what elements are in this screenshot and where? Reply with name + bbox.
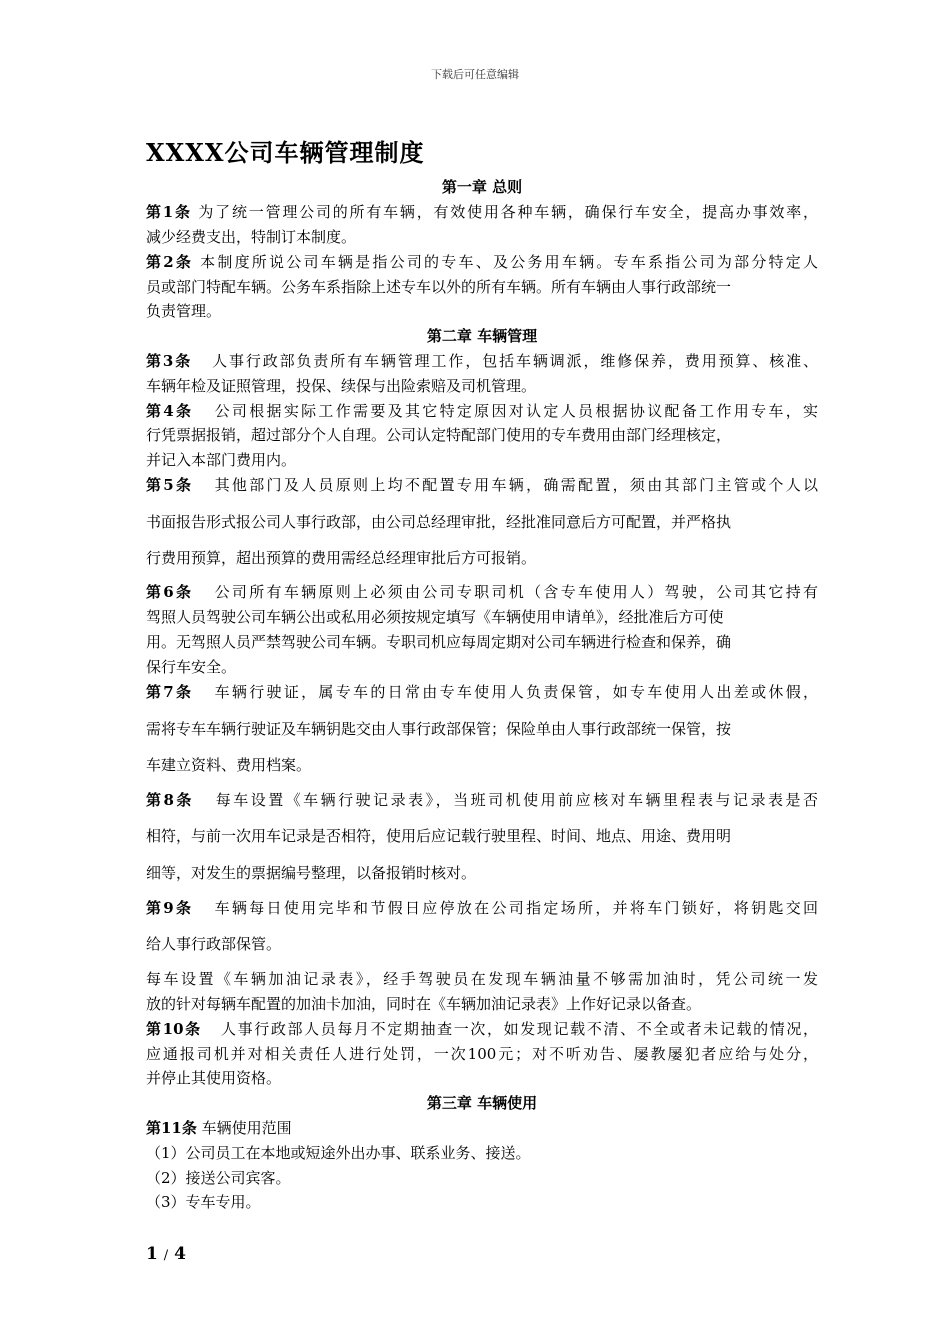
article-7-line-2: 需将专车车辆行驶证及车辆钥匙交由人事行政部保管；保险单由人事行政部统一保管，按 — [146, 720, 732, 738]
article-text: 车辆每日使用完毕和节假日应停放在公司指定场所，并将车门锁好，将钥匙交回 — [214, 899, 818, 917]
article-4-line-1 — [146, 400, 818, 422]
article-7-line-3: 车建立资料、费用档案。 — [146, 756, 312, 774]
article-11-item-1: （1）公司员工在本地或短途外出办事、联系业务、接送。 — [146, 1144, 531, 1162]
article-text: 为了统一管理公司的所有车辆，有效使用各种车辆，确保行车安全，提高办事效率， — [198, 203, 818, 221]
article-8-line-3: 细等，对发生的票据编号整理，以备报销时核对。 — [146, 864, 477, 882]
article-6-line-2: 驾照人员驾驶公司车辆公出或私用必须按规定填写《车辆使用申请单》，经批准后方可使 — [146, 608, 724, 626]
article-5-line-3: 行费用预算，超出预算的费用需经总经理审批后方可报销。 — [146, 549, 537, 567]
chapter-heading-3: 第三章 车辆使用 — [426, 1094, 538, 1112]
article-10-line-2: 应通报司机并对相关责任人进行处罚，一次100元；对不听劝告、屡教屡犯者应给与处分， — [146, 1045, 818, 1063]
page-header-note: 下载后可任意编辑 — [431, 68, 519, 81]
article-label: 第10条 — [146, 1020, 202, 1038]
article-label: 第8条 — [146, 791, 194, 809]
article-label: 第7条 — [146, 683, 194, 701]
page-total: 4 — [174, 1244, 186, 1264]
article-text: 车辆行驶证，属专车的日常由专车使用人负责保管，如专车使用人出差或休假， — [214, 683, 818, 701]
article-2-line-2: 员或部门特配车辆。公务车系指除上述专车以外的所有车辆。所有车辆由人事行政部统一 — [146, 278, 732, 296]
article-8-line-2: 相符，与前一次用车记录是否相符，使用后应记载行驶里程、时间、地点、用途、费用明 — [146, 827, 732, 845]
article-9-line-2: 给人事行政部保管。 — [146, 935, 282, 953]
article-2-line-1 — [146, 251, 818, 273]
article-1-line-1 — [146, 201, 818, 223]
article-text: 车辆使用范围 — [201, 1119, 292, 1137]
fuel-record-line-1: 每车设置《车辆加油记录表》，经手驾驶员在发现车辆油量不够需加油时，凭公司统一发 — [146, 970, 818, 988]
article-text: 本制度所说公司车辆是指公司的专车、及公务用车辆。专车系指公司为部分特定人 — [200, 253, 818, 271]
article-5-line-2: 书面报告形式报公司人事行政部，由公司总经理审批，经批准同意后方可配置，并严格执 — [146, 513, 732, 531]
article-label: 第11条 — [146, 1119, 197, 1137]
article-text: 每车设置《车辆行驶记录表》，当班司机使用前应核对车辆里程表与记录表是否 — [215, 791, 818, 809]
article-11-item-3: （3）专车专用。 — [146, 1193, 261, 1211]
article-3-line-1 — [146, 350, 818, 372]
chapter-heading-1: 第一章 总则 — [441, 178, 523, 196]
article-3-line-2: 车辆年检及证照管理，投保、续保与出险索赔及司机管理。 — [146, 377, 537, 395]
article-4-line-3: 并记入本部门费用内。 — [146, 451, 297, 469]
article-11-item-2: （2）接送公司宾客。 — [146, 1169, 291, 1187]
article-11-heading — [146, 1117, 292, 1139]
article-8-line-1 — [146, 789, 818, 811]
article-text: 公司根据实际工作需要及其它特定原因对认定人员根据协议配备工作用专车，实 — [214, 402, 818, 420]
fuel-record-line-2: 放的针对每辆车配置的加油卡加油，同时在《车辆加油记录表》上作好记录以备查。 — [146, 995, 702, 1013]
article-6-line-4: 保行车安全。 — [146, 658, 237, 676]
page-number — [146, 1244, 186, 1264]
article-text: 人事行政部负责所有车辆管理工作，包括车辆调派，维修保养，费用预算、核准、 — [212, 352, 818, 370]
article-label: 第5条 — [146, 476, 194, 494]
chapter-heading-2: 第二章 车辆管理 — [426, 327, 538, 345]
article-text: 其他部门及人员原则上均不配置专用车辆，确需配置，须由其部门主管或个人以 — [214, 476, 818, 494]
article-label: 第9条 — [146, 899, 194, 917]
article-10-line-1 — [146, 1018, 818, 1040]
article-2-line-3: 负责管理。 — [146, 302, 222, 320]
article-9-line-1 — [146, 897, 818, 919]
article-1-line-2: 减少经费支出，特制订本制度。 — [146, 228, 357, 246]
article-label: 第1条 — [146, 203, 192, 221]
page-separator: / — [163, 1248, 169, 1263]
article-5-line-1 — [146, 474, 818, 496]
article-text: 公司所有车辆原则上必须由公司专职司机（含专车使用人）驾驶，公司其它持有 — [214, 583, 818, 601]
document-title: XXXX公司车辆管理制度 — [146, 138, 425, 167]
article-4-line-2: 行凭票据报销，超过部分个人自理。公司认定特配部门使用的专车费用由部门经理核定， — [146, 426, 732, 444]
article-label: 第6条 — [146, 583, 194, 601]
article-text: 人事行政部人员每月不定期抽查一次，如发现记载不清、不全或者未记载的情况， — [220, 1020, 818, 1038]
article-label: 第2条 — [146, 253, 194, 271]
page-current: 1 — [146, 1244, 158, 1264]
article-label: 第3条 — [146, 352, 193, 370]
article-6-line-3: 用。无驾照人员严禁驾驶公司车辆。专职司机应每周定期对公司车辆进行检查和保养，确 — [146, 633, 732, 651]
article-10-line-3: 并停止其使用资格。 — [146, 1069, 282, 1087]
article-7-line-1 — [146, 681, 818, 703]
article-label: 第4条 — [146, 402, 194, 420]
article-6-line-1 — [146, 581, 818, 603]
